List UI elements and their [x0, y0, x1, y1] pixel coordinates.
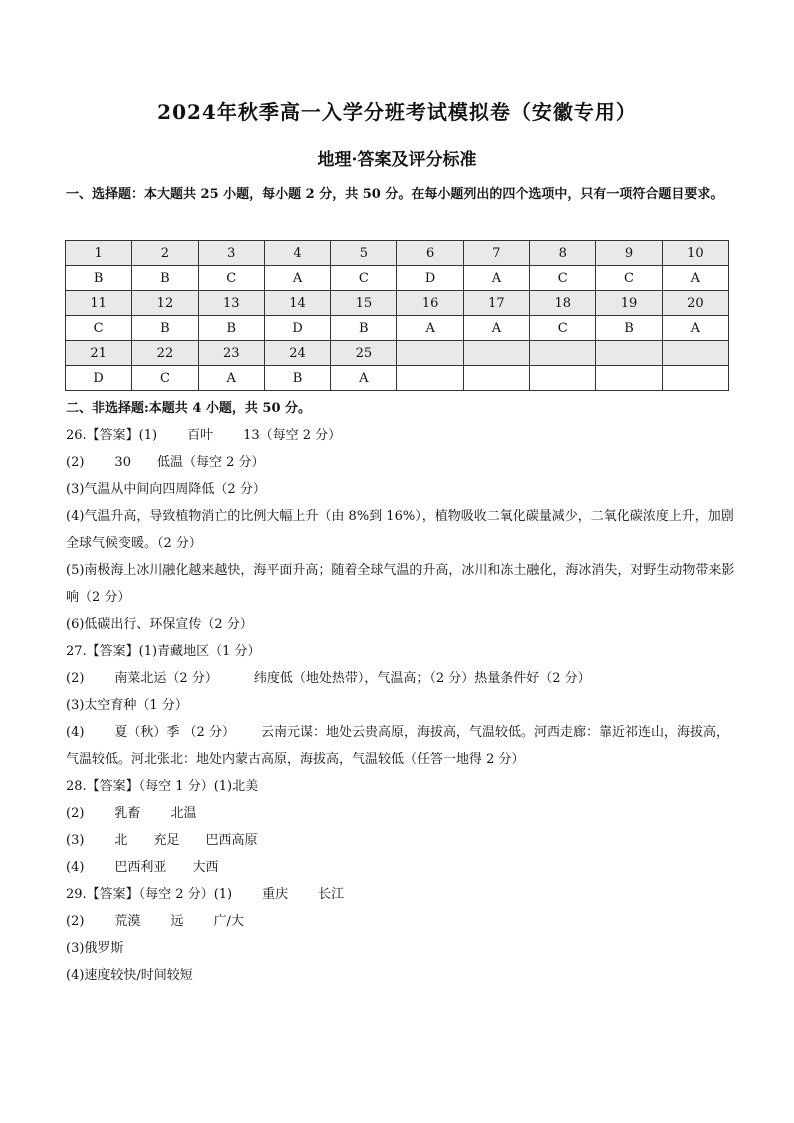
table-cell: C — [596, 266, 662, 291]
q28-line-2: (2) 乳畜 北温 — [66, 806, 197, 821]
question-number-row — [66, 341, 729, 366]
table-cell: A — [662, 266, 728, 291]
table-cell: 4 — [264, 241, 330, 266]
table-cell: 5 — [331, 241, 397, 266]
question-number-row — [66, 241, 729, 266]
table-cell: B — [596, 316, 662, 341]
table-cell: 3 — [198, 241, 264, 266]
answer-table — [65, 240, 729, 391]
q26-line-4: (4)气温升高，导致植物消亡的比例大幅上升（由 8%到 16%），植物吸收二氧化碳量减少，二氧化碳浓度上升，加剧全球气候变暖。（2 分） — [66, 509, 734, 551]
table-cell: C — [530, 266, 596, 291]
table-cell: B — [264, 366, 330, 391]
table-cell: B — [132, 266, 198, 291]
table-cell: 19 — [596, 291, 662, 316]
table-cell — [397, 366, 463, 391]
q27-line-4: (4) 夏（秋）季 （2 分） 云南元谋：地处云贵高原，海拔高，气温较低。河西走廊：靠近祁连山，海拔高，气温较低。河北张北：地处内蒙古高原，海拔高，气温较低（任答一地得 2 分） — [66, 725, 729, 767]
q28-line-1: 28.【答案】（每空 1 分）(1)北美 — [66, 779, 259, 794]
section-2-heading: 二、非选择题:本题共 4 小题，共 50 分。 — [66, 401, 312, 416]
answer-letter-row — [66, 266, 729, 291]
q29-line-1: 29.【答案】（每空 2 分）(1) 重庆 长江 — [66, 887, 345, 902]
q26-line-1: 26.【答案】(1) 百叶 13（每空 2 分） — [66, 428, 342, 443]
table-cell: B — [331, 316, 397, 341]
table-cell — [596, 341, 662, 366]
q26-line-6: (6)低碳出行、环保宣传（2 分） — [66, 617, 253, 632]
table-cell — [662, 341, 728, 366]
q28-line-4: (4) 巴西利亚 大西 — [66, 860, 219, 875]
table-cell — [662, 366, 728, 391]
q26-line-3: (3)气温从中间向四周降低（2 分） — [66, 482, 266, 497]
table-cell: A — [463, 316, 529, 341]
table-cell: A — [397, 316, 463, 341]
q29-line-2: (2) 荒漠 远 广/大 — [66, 914, 244, 929]
table-cell: C — [66, 316, 132, 341]
answer-letter-row — [66, 316, 729, 341]
table-cell — [530, 366, 596, 391]
table-cell: A — [463, 266, 529, 291]
section-1-heading: 一、选择题：本大题共 25 小题，每小题 2 分，共 50 分。在每小题列出的四个选项中，只有一项符合题目要求。 — [66, 187, 724, 202]
table-cell: 22 — [132, 341, 198, 366]
table-cell: B — [132, 316, 198, 341]
table-cell: A — [662, 316, 728, 341]
table-cell: 20 — [662, 291, 728, 316]
q28-line-3: (3) 北 充足 巴西高原 — [66, 833, 258, 848]
table-cell: 2 — [132, 241, 198, 266]
table-cell: 21 — [66, 341, 132, 366]
table-cell: A — [331, 366, 397, 391]
question-number-row — [66, 291, 729, 316]
q26-line-2: (2) 30 低温（每空 2 分） — [66, 455, 265, 470]
table-cell — [596, 366, 662, 391]
answers-body — [66, 395, 736, 989]
answer-letter-row — [66, 366, 729, 391]
table-cell — [397, 341, 463, 366]
table-cell: 9 — [596, 241, 662, 266]
table-cell: C — [331, 266, 397, 291]
table-cell: B — [66, 266, 132, 291]
table-cell — [463, 366, 529, 391]
q27-line-3: (3)太空育种（1 分） — [66, 698, 188, 713]
q26-line-5: (5)南极海上冰川融化越来越快，海平面升高；随着全球气温的升高，冰川和冻土融化，海冰消失，对野生动物带来影响（2 分） — [66, 563, 735, 605]
table-cell: 7 — [463, 241, 529, 266]
table-cell — [463, 341, 529, 366]
table-cell: 23 — [198, 341, 264, 366]
table-cell: D — [66, 366, 132, 391]
table-cell: 16 — [397, 291, 463, 316]
page-title: 2024年秋季高一入学分班考试模拟卷（安徽专用） — [157, 100, 637, 124]
table-cell: C — [530, 316, 596, 341]
table-cell: 1 — [66, 241, 132, 266]
table-cell: 14 — [264, 291, 330, 316]
table-cell: 8 — [530, 241, 596, 266]
q27-line-1: 27.【答案】(1)青藏地区（1 分） — [66, 644, 261, 659]
q27-line-2: (2) 南菜北运（2 分） 纬度低（地处热带），气温高；（2 分）热量条件好（2 分） — [66, 671, 591, 686]
table-cell — [530, 341, 596, 366]
table-cell: C — [132, 366, 198, 391]
page-subtitle: 地理·答案及评分标准 — [317, 150, 477, 170]
table-cell: D — [264, 316, 330, 341]
q29-line-4: (4)速度较快/时间较短 — [66, 968, 193, 983]
table-cell: 6 — [397, 241, 463, 266]
table-cell: 24 — [264, 341, 330, 366]
table-cell: 13 — [198, 291, 264, 316]
table-cell: 17 — [463, 291, 529, 316]
table-cell: 15 — [331, 291, 397, 316]
table-cell: 11 — [66, 291, 132, 316]
table-cell: 18 — [530, 291, 596, 316]
table-cell: 10 — [662, 241, 728, 266]
table-cell: B — [198, 316, 264, 341]
table-cell: D — [397, 266, 463, 291]
table-cell: C — [198, 266, 264, 291]
table-cell: A — [264, 266, 330, 291]
table-cell: 12 — [132, 291, 198, 316]
table-cell: A — [198, 366, 264, 391]
q29-line-3: (3)俄罗斯 — [66, 941, 124, 956]
table-cell: 25 — [331, 341, 397, 366]
